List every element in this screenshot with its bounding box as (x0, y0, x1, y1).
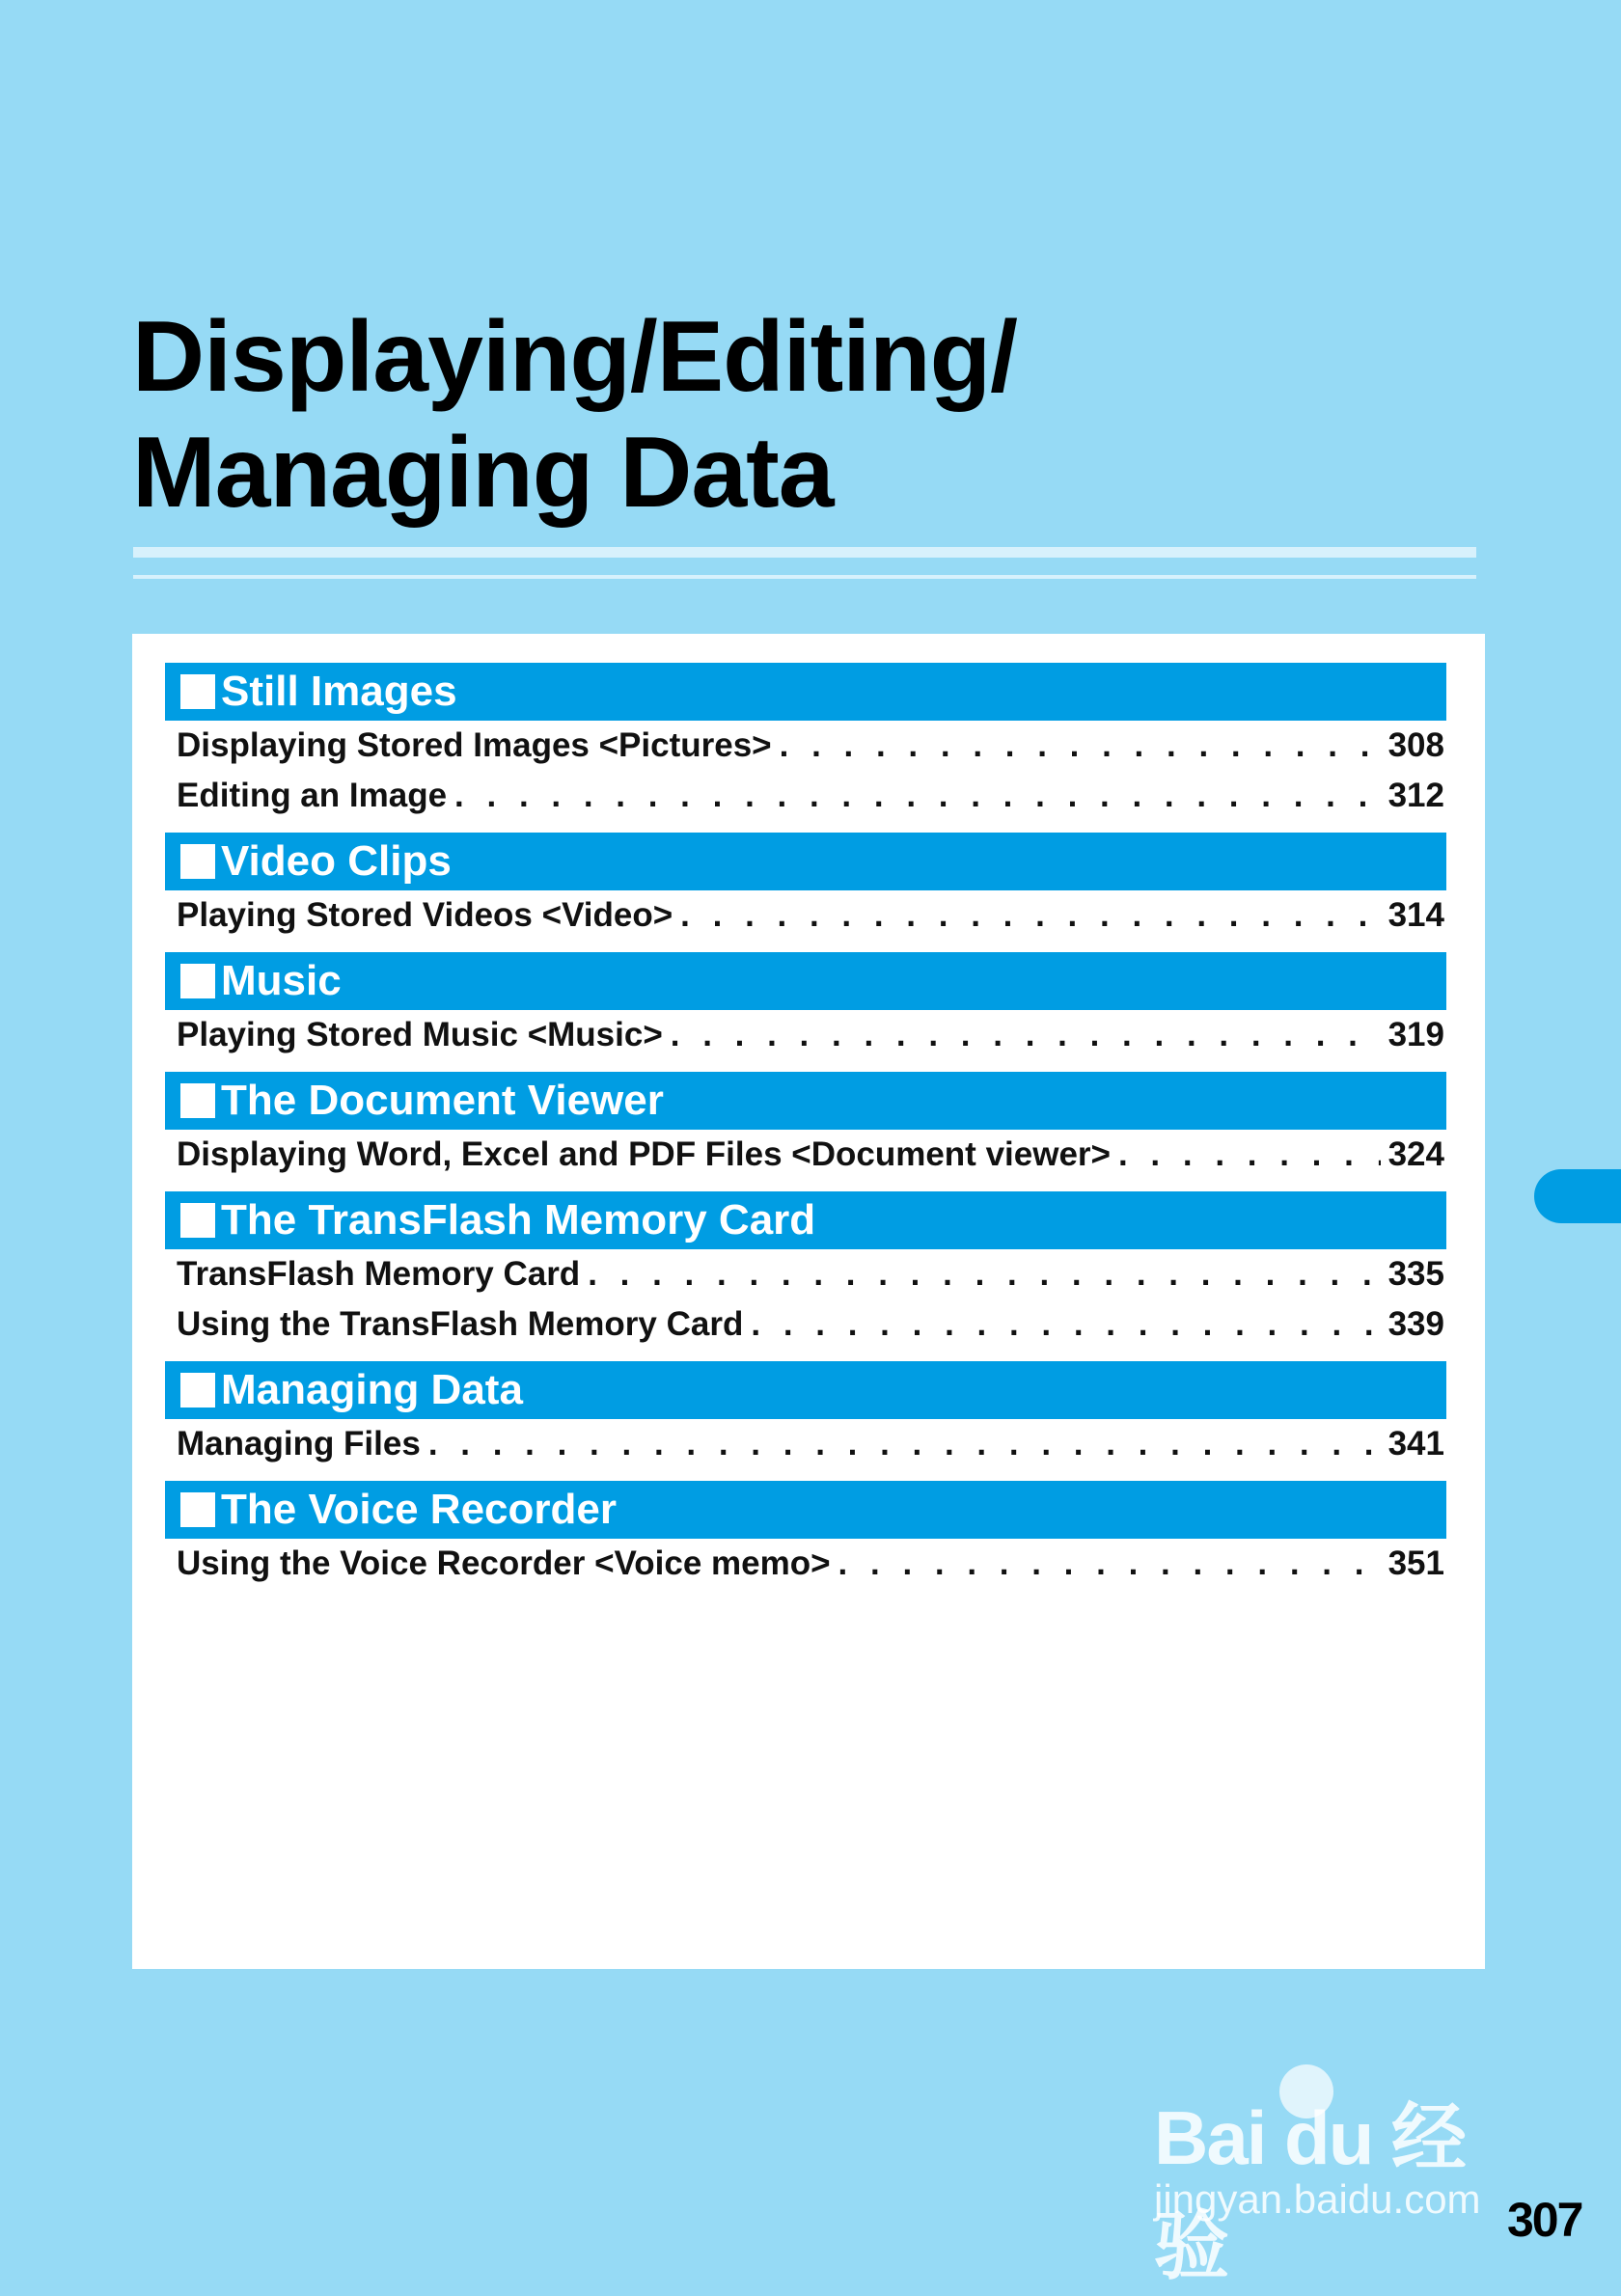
title-divider-thin (133, 575, 1476, 579)
contents-list (165, 663, 1446, 1600)
toc-entry-label: Using the TransFlash Memory Card (177, 1305, 744, 1343)
chapter-tab (1534, 1169, 1621, 1223)
section-heading-text: Music (221, 957, 342, 1004)
toc-entry[interactable] (165, 721, 1446, 771)
section-heading-text: The TransFlash Memory Card (221, 1196, 816, 1244)
toc-entry-label: Playing Stored Music <Music> (177, 1016, 663, 1053)
toc-entry-label: Playing Stored Videos <Video> (177, 896, 673, 934)
section-heading (165, 1361, 1446, 1419)
toc-entry-page: 319 (1387, 1016, 1444, 1053)
dot-leader (680, 890, 1380, 941)
toc-entry-page: 308 (1387, 726, 1444, 764)
toc-entry-page: 335 (1387, 1255, 1444, 1293)
dot-leader (671, 1010, 1381, 1060)
toc-entry-page: 312 (1387, 777, 1444, 814)
toc-entry[interactable] (165, 1010, 1446, 1060)
dot-leader (751, 1299, 1380, 1350)
toc-entry-page: 339 (1387, 1305, 1444, 1343)
square-bullet-icon (180, 1203, 215, 1238)
toc-entry-label: TransFlash Memory Card (177, 1255, 581, 1293)
section-heading-text: Managing Data (221, 1366, 523, 1413)
toc-entry[interactable] (165, 1539, 1446, 1589)
toc-entry[interactable] (165, 1299, 1446, 1350)
dot-leader (1118, 1130, 1381, 1180)
toc-section (165, 833, 1446, 941)
toc-entry-label: Displaying Stored Images <Pictures> (177, 726, 772, 764)
toc-section (165, 952, 1446, 1060)
section-heading-text: The Voice Recorder (221, 1486, 617, 1533)
square-bullet-icon (180, 674, 215, 709)
contents-panel (132, 634, 1485, 1969)
toc-section (165, 1361, 1446, 1469)
section-heading-text: Video Clips (221, 837, 452, 885)
square-bullet-icon (180, 844, 215, 879)
dot-leader (428, 1419, 1381, 1469)
toc-entry-label: Editing an Image (177, 777, 448, 814)
title-line-2: Managing Data (132, 417, 834, 529)
toc-section (165, 1191, 1446, 1350)
toc-entry-label: Using the Voice Recorder <Voice memo> (177, 1544, 831, 1582)
dot-leader (454, 771, 1381, 821)
page-title (132, 299, 1017, 531)
toc-entry[interactable] (165, 1249, 1446, 1299)
square-bullet-icon (180, 1083, 215, 1118)
section-heading-text: Still Images (221, 668, 457, 715)
square-bullet-icon (180, 964, 215, 998)
toc-entry-label: Managing Files (177, 1425, 421, 1462)
section-heading-text: The Document Viewer (221, 1077, 664, 1124)
section-heading (165, 833, 1446, 890)
section-heading (165, 1481, 1446, 1539)
toc-section (165, 663, 1446, 821)
toc-entry-label: Displaying Word, Excel and PDF Files <Document viewer> (177, 1135, 1111, 1173)
title-divider-thick (133, 547, 1476, 558)
page-number: 307 (1507, 2193, 1582, 2247)
square-bullet-icon (180, 1373, 215, 1408)
toc-section (165, 1072, 1446, 1180)
section-heading (165, 952, 1446, 1010)
dot-leader (780, 721, 1381, 771)
toc-entry[interactable] (165, 890, 1446, 941)
section-heading (165, 1072, 1446, 1130)
title-line-1: Displaying/Editing/ (132, 301, 1018, 413)
toc-entry[interactable] (165, 1419, 1446, 1469)
toc-entry[interactable] (165, 1130, 1446, 1180)
toc-entry-page: 314 (1387, 896, 1444, 934)
toc-entry[interactable] (165, 771, 1446, 821)
dot-leader (838, 1539, 1381, 1589)
watermark-logo: Bai du 经验 (1154, 2095, 1466, 2288)
watermark-url: jingyan.baidu.com (1154, 2176, 1481, 2222)
watermark (1148, 2064, 1525, 2288)
toc-entry-page: 324 (1387, 1135, 1444, 1173)
section-heading (165, 1191, 1446, 1249)
square-bullet-icon (180, 1492, 215, 1527)
dot-leader (588, 1249, 1380, 1299)
section-heading (165, 663, 1446, 721)
toc-entry-page: 341 (1387, 1425, 1444, 1462)
toc-section (165, 1481, 1446, 1589)
toc-entry-page: 351 (1387, 1544, 1444, 1582)
